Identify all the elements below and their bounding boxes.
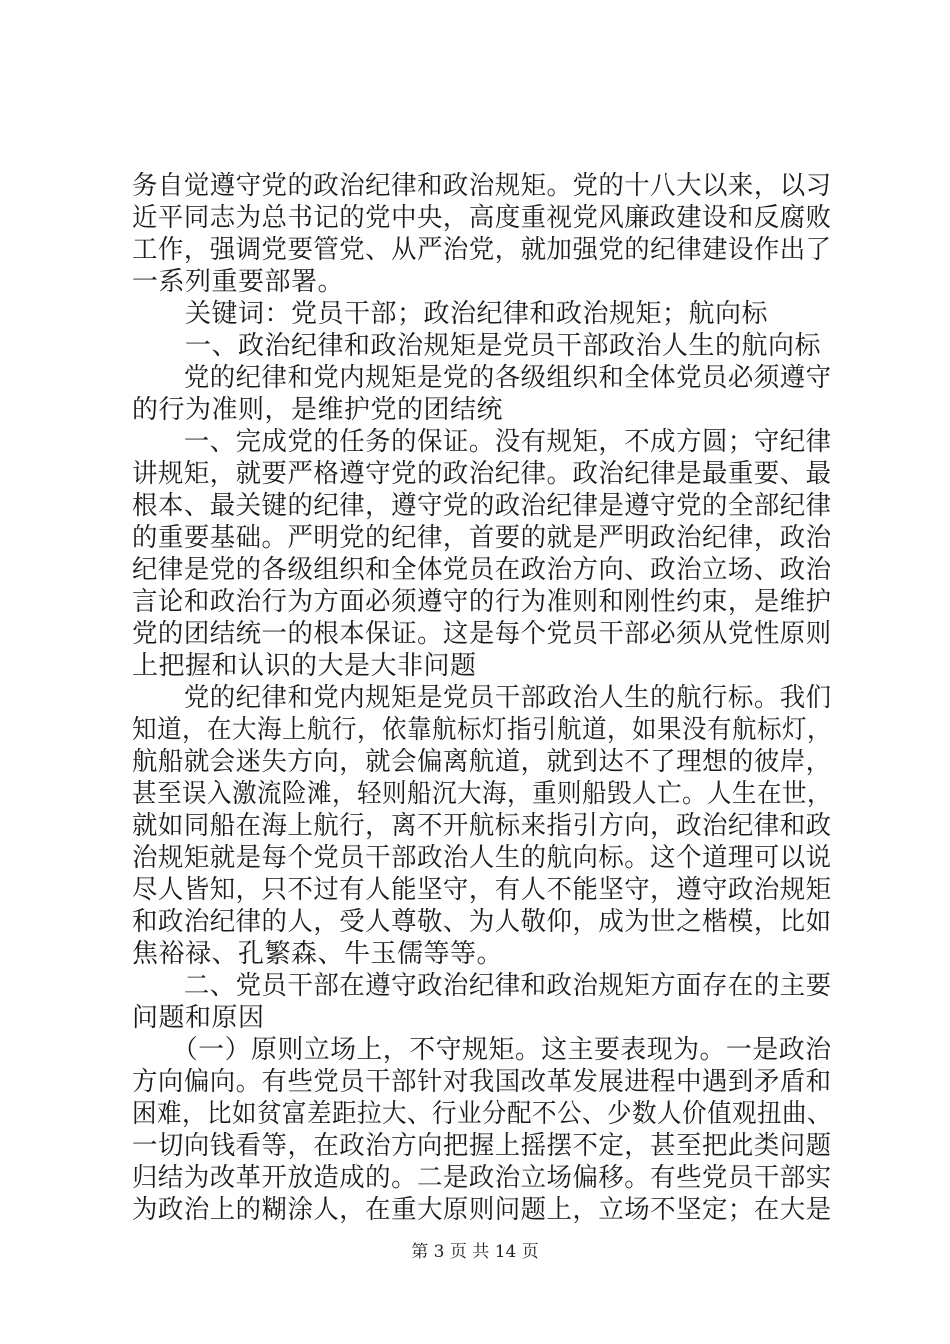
text-line: 务自觉遵守党的政治纪律和政治规矩。党的十八大以来，以习: [132, 171, 832, 201]
text-line: 知道，在大海上航行，依靠航标灯指引航道，如果没有航标灯，: [132, 715, 833, 745]
text-line: 上把握和认识的大是大非问题: [132, 651, 477, 681]
page-number-footer: 第 3 页 共 14 页: [411, 1242, 539, 1262]
text-line: 的行为准则，是维护党的团结统: [132, 395, 504, 425]
text-line: 就如同船在海上航行，离不开航标来指引方向，政治纪律和政: [132, 811, 832, 841]
text-line: 纪律是党的各级组织和全体党员在政治方向、政治立场、政治: [132, 555, 832, 585]
text-line: 党的团结统一的根本保证。这是每个党员干部必须从党性原则: [132, 619, 832, 649]
text-line: 为政治上的糊涂人，在重大原则问题上，立场不坚定；在大是: [132, 1195, 832, 1225]
text-line: 一系列重要部署。: [132, 267, 345, 297]
text-line: 近平同志为总书记的党中央，高度重视党风廉政建设和反腐败: [132, 203, 832, 233]
text-line: 一、完成党的任务的保证。没有规矩，不成方圆；守纪律: [132, 427, 832, 457]
text-line: 的重要基础。严明党的纪律，首要的就是严明政治纪律，政治: [132, 523, 832, 553]
text-line: 一、政治纪律和政治规矩是党员干部政治人生的航向标: [132, 331, 822, 361]
text-line: 和政治纪律的人，受人尊敬、为人敬仰，成为世之楷模，比如: [132, 907, 832, 937]
text-line: 党的纪律和党内规矩是党的各级组织和全体党员必须遵守: [132, 363, 832, 393]
text-line: 根本、最关键的纪律，遵守党的政治纪律是遵守党的全部纪律: [132, 491, 832, 521]
text-line: 归结为改革开放造成的。二是政治立场偏移。有些党员干部实: [132, 1163, 832, 1193]
text-line: 困难，比如贫富差距拉大、行业分配不公、少数人价值观扭曲、: [132, 1099, 833, 1129]
text-line: 航船就会迷失方向，就会偏离航道，就到达不了理想的彼岸，: [132, 747, 832, 777]
text-line: 焦裕禄、孔繁森、牛玉儒等等。: [132, 939, 504, 969]
text-line: 甚至误入激流险滩，轻则船沉大海，重则船毁人亡。人生在世，: [132, 779, 833, 809]
text-line: 二、党员干部在遵守政治纪律和政治规矩方面存在的主要: [132, 971, 832, 1001]
body-text: [132, 170, 832, 1226]
text-line: 言论和政治行为方面必须遵守的行为准则和刚性约束，是维护: [132, 587, 832, 617]
text-line: 一切向钱看等，在政治方向把握上摇摆不定，甚至把此类问题: [132, 1131, 832, 1161]
text-line: 尽人皆知，只不过有人能坚守，有人不能坚守，遵守政治规矩: [132, 875, 832, 905]
text-line: 方向偏向。有些党员干部针对我国改革发展进程中遇到矛盾和: [132, 1067, 832, 1097]
text-line: 工作，强调党要管党、从严治党，就加强党的纪律建设作出了: [132, 235, 832, 265]
text-line: 关键词：党员干部；政治纪律和政治规矩；航向标: [132, 299, 769, 329]
text-line: 党的纪律和党内规矩是党员干部政治人生的航行标。我们: [132, 683, 832, 713]
text-line: （一）原则立场上，不守规矩。这主要表现为。一是政治: [132, 1035, 832, 1065]
text-line: 治规矩就是每个党员干部政治人生的航向标。这个道理可以说: [132, 843, 832, 873]
text-line: 讲规矩，就要严格遵守党的政治纪律。政治纪律是最重要、最: [132, 459, 832, 489]
text-line: 问题和原因: [132, 1003, 265, 1033]
